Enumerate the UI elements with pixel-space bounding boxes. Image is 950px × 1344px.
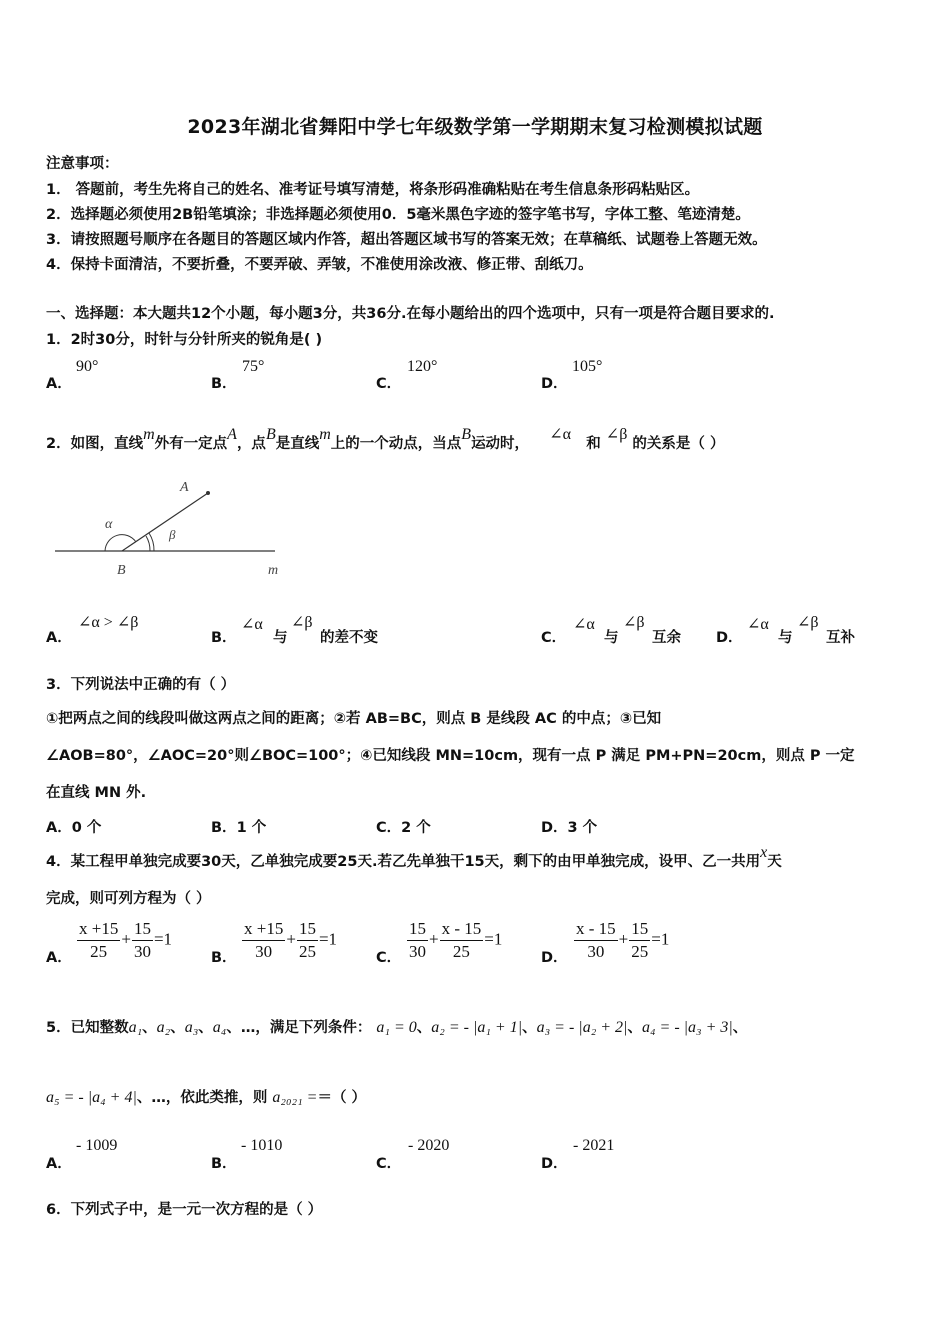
segment-ba bbox=[122, 493, 208, 551]
q5-seq-a1: a₁ bbox=[128, 1019, 143, 1036]
numerator: 15 bbox=[297, 918, 318, 941]
plus-sign: + bbox=[121, 929, 131, 949]
q1-option-d-label: D． bbox=[541, 376, 568, 392]
numerator: x - 15 bbox=[440, 918, 484, 941]
notice-item-4: 4．保持卡面清洁，不要折叠，不要弄破、弄皱，不准使用涂改液、修正带、刮纸刀。 bbox=[46, 257, 593, 273]
q2-option-c-tail: 互余 bbox=[652, 630, 681, 646]
q5-seq-a4: a₄ bbox=[212, 1019, 227, 1036]
q3-option-a-label: A． bbox=[46, 820, 72, 836]
denominator: 30 bbox=[255, 942, 273, 961]
q3-option-b bbox=[211, 816, 266, 837]
fig-label-beta: β bbox=[169, 527, 176, 542]
q5-sep: 、 bbox=[416, 1020, 432, 1036]
q5-option-b-label: B． bbox=[211, 1156, 237, 1172]
notice-item-1: 1． 答题前，考生先将自己的姓名、准考证号填写清楚，将条形码准确粘贴在考生信息条形码粘贴区。 bbox=[46, 182, 700, 198]
q2-option-d-label: D． bbox=[716, 630, 743, 646]
q5-seq-a2: a₂ bbox=[156, 1019, 171, 1036]
q5-option-a-label: A． bbox=[46, 1156, 72, 1172]
q1-option-c-value: 120° bbox=[407, 358, 438, 375]
fraction bbox=[574, 918, 618, 963]
q5-text-4: ＝（ ） bbox=[317, 1090, 367, 1106]
q4-option-c-label: C． bbox=[376, 950, 402, 966]
q2-angle-beta: ∠β bbox=[605, 426, 628, 443]
q2-var-b-2: B bbox=[461, 426, 472, 443]
q4-option-d-label: D． bbox=[541, 950, 568, 966]
q5-cond-4: a₄ = - |a₃ + 3| bbox=[641, 1019, 733, 1036]
q5-sep: 、 bbox=[198, 1020, 213, 1036]
fraction bbox=[77, 918, 120, 963]
numerator: x +15 bbox=[77, 918, 120, 941]
q5-option-b-value: - 1010 bbox=[241, 1137, 283, 1154]
q1-option-c-label: C． bbox=[376, 376, 402, 392]
q4-option-d-equation bbox=[573, 918, 669, 963]
notice-heading: 注意事项： bbox=[46, 156, 119, 172]
q2-text-5: 上的一个动点，当点 bbox=[330, 436, 462, 452]
q4-option-c-equation bbox=[406, 918, 502, 963]
denominator: 25 bbox=[90, 942, 108, 961]
q2-option-d-beta: ∠β bbox=[797, 614, 819, 631]
q3-option-d-value: 3 个 bbox=[567, 820, 598, 836]
fraction bbox=[629, 918, 650, 963]
q3-option-b-value: 1 个 bbox=[236, 820, 267, 836]
q3-line-1: ①把两点之间的线段叫做这两点之间的距离；②若 AB=BC，则点 B 是线段 AC 的中点；③已知 bbox=[46, 711, 662, 727]
question-2-stem bbox=[46, 426, 725, 453]
q3-option-d-label: D． bbox=[541, 820, 568, 836]
plus-sign: + bbox=[429, 929, 439, 949]
q2-text-3: ，点 bbox=[236, 436, 266, 452]
q5-sep: 、 bbox=[170, 1020, 185, 1036]
numerator: x +15 bbox=[242, 918, 285, 941]
q5-cond-2: a₂ = - |a₁ + 1| bbox=[431, 1019, 523, 1036]
page-title: 2023年湖北省舞阳中学七年级数学第一学期期末复习检测模拟试题 bbox=[187, 116, 763, 138]
q5-text-3: 、…，依此类推，则 bbox=[136, 1090, 268, 1106]
q2-text-1: 2．如图，直线 bbox=[46, 436, 144, 452]
q2-option-d-yu: 与 bbox=[778, 630, 793, 646]
q2-option-b-beta: ∠β bbox=[291, 614, 313, 631]
q4-var-x: x bbox=[760, 844, 768, 861]
denominator: 30 bbox=[409, 942, 426, 961]
q2-option-a-value: ∠α > ∠β bbox=[78, 614, 139, 631]
q2-option-c-yu: 与 bbox=[604, 630, 619, 646]
q4-text-tian: 天 bbox=[767, 854, 782, 870]
q2-var-m: m bbox=[143, 426, 155, 443]
q4-option-a-equation bbox=[76, 918, 172, 963]
q5-option-d-label: D． bbox=[541, 1156, 568, 1172]
q5-sep: 、 bbox=[142, 1020, 157, 1036]
question-6-stem: 6．下列式子中，是一元一次方程的是（ ） bbox=[46, 1202, 323, 1218]
q2-var-a: A bbox=[227, 426, 237, 443]
equals-one: =1 bbox=[153, 929, 173, 949]
denominator: 25 bbox=[298, 942, 316, 961]
equals-one: =1 bbox=[318, 929, 338, 949]
q5-sep: 、 bbox=[522, 1020, 537, 1036]
q3-option-a bbox=[46, 816, 101, 837]
q5-text-2: 、…，满足下列条件： bbox=[226, 1020, 372, 1036]
q5-text-1: 5．已知整数 bbox=[46, 1020, 129, 1036]
fraction bbox=[242, 918, 285, 963]
q3-line-3: 在直线 MN 外. bbox=[46, 785, 147, 801]
q2-var-b: B bbox=[265, 426, 276, 443]
q4-option-a-label: A． bbox=[46, 950, 72, 966]
q3-option-c bbox=[376, 816, 431, 837]
q2-option-b-label: B． bbox=[211, 630, 237, 646]
q2-text-6: 运动时， bbox=[471, 436, 530, 452]
question-1-stem: 1．2时30分，时针与分针所夹的锐角是( ) bbox=[46, 332, 323, 348]
q1-option-d-value: 105° bbox=[572, 358, 603, 375]
q5-cond-5: a₅ = - |a₄ + 4| bbox=[46, 1089, 137, 1106]
question-5-line-2 bbox=[46, 1086, 366, 1107]
section-heading: 一、选择题：本大题共12个小题，每小题3分，共36分.在每小题给出的四个选项中，只有一项是符合题目要求的. bbox=[46, 306, 775, 322]
question-4-line-1 bbox=[46, 844, 782, 871]
q2-var-m-2: m bbox=[319, 426, 331, 443]
fraction bbox=[297, 918, 318, 963]
plus-sign: + bbox=[286, 929, 296, 949]
q2-angle-alpha: ∠α bbox=[549, 426, 572, 443]
q2-option-c-beta: ∠β bbox=[623, 614, 645, 631]
q2-option-c-label: C． bbox=[541, 630, 567, 646]
q2-text-7: 的关系是（ ） bbox=[632, 436, 725, 452]
question-3-stem: 3．下列说法中正确的有（ ） bbox=[46, 677, 236, 693]
q5-cond-1: a₁ = 0 bbox=[376, 1019, 417, 1036]
q2-text-and: 和 bbox=[586, 436, 601, 452]
point-a-dot bbox=[206, 491, 210, 495]
q4-option-b-equation bbox=[241, 918, 337, 963]
q5-sep: 、 bbox=[732, 1020, 748, 1036]
q2-option-b-tail: 的差不变 bbox=[320, 630, 378, 646]
q5-sep: 、 bbox=[627, 1020, 642, 1036]
q4-option-b-label: B． bbox=[211, 950, 237, 966]
q5-option-d-value: - 2021 bbox=[573, 1137, 615, 1154]
fig-label-b: B bbox=[117, 563, 126, 578]
plus-sign: + bbox=[618, 929, 629, 949]
question-5-line-1 bbox=[46, 1016, 747, 1037]
q2-option-d-tail: 互补 bbox=[826, 630, 855, 646]
q2-text-2: 外有一定点 bbox=[154, 436, 228, 452]
q2-option-b-alpha: ∠α bbox=[241, 616, 263, 633]
q2-option-d-alpha: ∠α bbox=[747, 616, 769, 633]
q1-option-a-label: A． bbox=[46, 376, 72, 392]
fig-label-a: A bbox=[180, 480, 189, 495]
q3-line-2: ∠AOB=80°，∠AOC=20°则∠BOC=100°；④已知线段 MN=10cm，现有一点 P 满足 PM+PN=20cm，则点 P 一定 bbox=[46, 748, 855, 764]
q1-option-b-value: 75° bbox=[242, 358, 265, 375]
denominator: 30 bbox=[133, 942, 151, 961]
q5-option-c-value: - 2020 bbox=[408, 1137, 450, 1154]
equals-one: =1 bbox=[484, 929, 503, 949]
q2-option-b-yu: 与 bbox=[273, 630, 288, 646]
arc-beta-1 bbox=[146, 536, 150, 551]
fig-label-alpha: α bbox=[105, 517, 113, 532]
q1-option-a-value: 90° bbox=[76, 358, 99, 375]
notice-item-2: 2．选择题必须使用2B铅笔填涂；非选择题必须使用0．5毫米黑色字迹的签字笔书写，字体工整、笔迹清楚。 bbox=[46, 207, 750, 223]
q2-figure bbox=[50, 476, 290, 581]
fraction bbox=[440, 918, 484, 963]
q5-option-a-value: - 1009 bbox=[76, 1137, 118, 1154]
q5-target: a₂₀₂₁ = bbox=[272, 1089, 318, 1106]
q5-option-c-label: C． bbox=[376, 1156, 402, 1172]
q3-option-d bbox=[541, 816, 597, 837]
q2-option-c-alpha: ∠α bbox=[573, 616, 595, 633]
q3-option-b-label: B． bbox=[211, 820, 237, 836]
q3-option-a-value: 0 个 bbox=[71, 820, 102, 836]
numerator: 15 bbox=[132, 918, 153, 941]
notice-item-3: 3．请按照题号顺序在各题目的答题区域内作答，超出答题区域书写的答案无效；在草稿纸、试题卷上答题无效。 bbox=[46, 232, 767, 248]
denominator: 25 bbox=[631, 942, 649, 961]
question-4-line-2: 完成，则可列方程为（ ） bbox=[46, 891, 211, 907]
arc-alpha bbox=[105, 535, 136, 551]
fraction bbox=[132, 918, 153, 963]
q3-option-c-label: C． bbox=[376, 820, 402, 836]
q2-text-4: 是直线 bbox=[275, 436, 320, 452]
fraction bbox=[407, 918, 428, 963]
numerator: 15 bbox=[407, 918, 428, 941]
q5-cond-3: a₃ = - |a₂ + 2| bbox=[536, 1019, 628, 1036]
q4-text-1: 4．某工程甲单独完成要30天，乙单独完成要25天.若乙先单独干15天，剩下的由甲单独完成，设甲、乙一共用 bbox=[46, 854, 761, 870]
fig-label-m: m bbox=[268, 563, 279, 578]
numerator: 15 bbox=[629, 918, 650, 941]
q3-option-c-value: 2 个 bbox=[401, 820, 431, 836]
denominator: 25 bbox=[452, 942, 470, 961]
q5-seq-a3: a₃ bbox=[184, 1019, 199, 1036]
numerator: x - 15 bbox=[574, 918, 618, 941]
denominator: 30 bbox=[587, 942, 605, 961]
q1-option-b-label: B． bbox=[211, 376, 237, 392]
q2-option-a-label: A． bbox=[46, 630, 72, 646]
equals-one: =1 bbox=[651, 929, 670, 949]
